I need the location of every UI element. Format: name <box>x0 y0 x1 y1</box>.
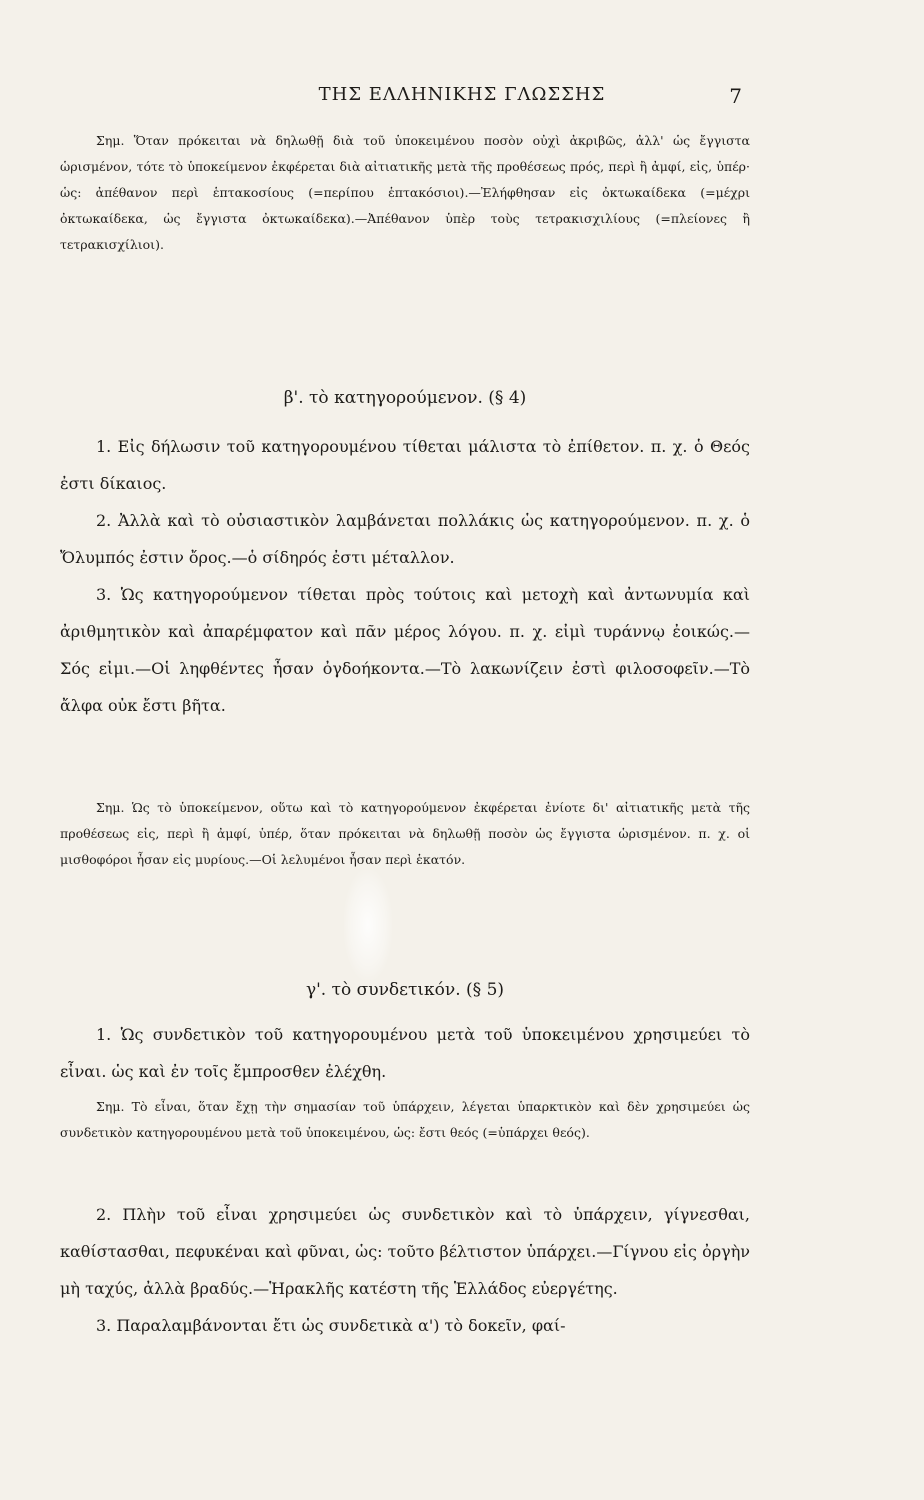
section-heading-copula: γ'. τὸ συνδετικόν. (§ 5) <box>305 980 505 1000</box>
note-subject-quantity <box>60 128 750 258</box>
page-number: 7 <box>729 84 742 108</box>
copula-section-para1 <box>60 1016 750 1090</box>
note-predicate-quantity <box>60 795 750 873</box>
page-header <box>0 84 924 114</box>
paragraph: 2. Πλὴν τοῦ εἶναι χρησιμεύει ὡς συνδετικὸν καὶ τὸ ὑπάρχειν, γίγνεσθαι, καθίστασθαι, πεφυκέναι καὶ φῦναι, ὡς: τοῦτο βέλτιστον ὑπάρχει.—Γίγνου εἰς ὀργὴν μὴ ταχύς, ἀλλὰ βραδύς.—Ἡρακλῆς κατέστη τῆς Ἑλλάδος εὐεργέτης. <box>60 1205 750 1298</box>
paragraph: 2. Ἀλλὰ καὶ τὸ οὐσιαστικὸν λαμβάνεται πολλάκις ὡς κατηγορούμενον. π. χ. ὁ Ὄλυμπός ἐστιν ὄρος.—ὁ σίδηρός ἐστι μέταλλον. <box>60 511 750 567</box>
note-paragraph: Σημ. Τὸ εἶναι, ὅταν ἔχῃ τὴν σημασίαν τοῦ ὑπάρχειν, λέγεται ὑπαρκτικὸν καὶ δὲν χρησιμεύει ὡς συνδετικὸν κατηγορουμένου μετὰ τοῦ ὑποκειμένου, ὡς: ἔστι θεός (=ὑπάρχει θεός). <box>60 1099 750 1140</box>
paragraph: 1. Εἰς δήλωσιν τοῦ κατηγορουμένου τίθεται μάλιστα τὸ ἐπίθετον. π. χ. ὁ Θεός ἐστι δίκαιος. <box>60 437 750 493</box>
paragraph: 3. Ὡς κατηγορούμενον τίθεται πρὸς τούτοις καὶ μετοχὴ καὶ ἀντωνυμία καὶ ἀριθμητικὸν καὶ ἀπαρέμφατον καὶ πᾶν μέρος λόγου. π. χ. εἰμὶ τυράννῳ ἐοικώς.—Σός εἰμι.—Οἱ ληφθέντες ἦσαν ὀγδοήκοντα.—Τὸ λακωνίζειν ἐστὶ φιλοσοφεῖν.—Τὸ ἄλφα οὐκ ἔστι βῆτα. <box>60 585 750 715</box>
paragraph: 1. Ὡς συνδετικὸν τοῦ κατηγορουμένου μετὰ τοῦ ὑποκειμένου χρησιμεύει τὸ εἶναι. ὡς καὶ ἐν τοῖς ἔμπροσθεν ἐλέχθη. <box>60 1025 750 1081</box>
running-title: ΤΗΣ ΕΛΛΗΝΙΚΗΣ ΓΛΩΣΣΗΣ <box>318 84 606 105</box>
section-heading-predicate: β'. τὸ κατηγορούμενον. (§ 4) <box>283 388 527 408</box>
note-paragraph: Σημ. Ὅταν πρόκειται νὰ δηλωθῇ διὰ τοῦ ὑποκειμένου ποσὸν οὐχὶ ἀκριβῶς, ἀλλ' ὡς ἔγγιστα ὡρισμένον, τότε τὸ ὑποκείμενον ἐκφέρεται διὰ αἰτιατικῆς μετὰ τῆς προθέσεως πρός, περὶ ἢ ἀμφί, εἰς, ὑπέρ· ὡς: ἀπέθανον περὶ ἑπτακοσίους (=περίπου ἑπτακόσιοι).—Ἐλήφθησαν εἰς ὀκτωκαίδεκα (=μέχρι ὀκτωκαίδεκα, ὡς ἔγγιστα ὀκτωκαίδεκα).—Ἀπέθανον ὑπὲρ τοὺς τετρακισχιλίους (=πλείονες ἢ τετρακισχίλιοι). <box>60 133 750 252</box>
paragraph: 3. Παραλαμβάνονται ἔτι ὡς συνδετικὰ α') τὸ δοκεῖν, φαί- <box>96 1316 566 1335</box>
copula-section-body <box>60 1196 750 1344</box>
paper-stain <box>344 870 392 980</box>
predicate-section-body <box>60 428 750 724</box>
note-paragraph: Σημ. Ὡς τὸ ὑποκείμενον, οὕτω καὶ τὸ κατηγορούμενον ἐκφέρεται ἐνίοτε δι' αἰτιατικῆς μετὰ τῆς προθέσεως εἰς, περὶ ἢ ἀμφί, ὑπέρ, ὅταν πρόκειται νὰ δηλωθῇ ποσὸν ὡς ἔγγιστα ὡρισμένον. π. χ. οἱ μισθοφόροι ἦσαν εἰς μυρίους.—Οἱ λελυμένοι ἦσαν περὶ ἑκατόν. <box>60 800 750 867</box>
note-existential <box>60 1094 750 1146</box>
